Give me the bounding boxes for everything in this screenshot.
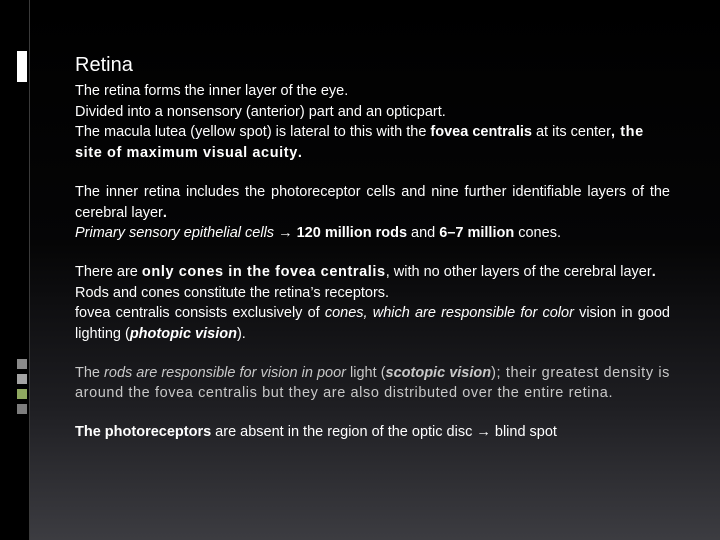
text-block: There are only cones in the fovea centralis, with no other layers of the cerebral layer. — [75, 263, 656, 280]
paragraph-rods: The rods are responsible for vision in poor light (scotopic vision); their greatest density is around the fovea centralis but they are also distributed over the entire retina. — [75, 364, 670, 402]
paragraph-blind-spot: The photoreceptors are absent in the region of the optic disc → blind spot — [75, 424, 557, 441]
bold-term: 6–7 million — [439, 225, 515, 242]
italic-phrase: rods are responsible for vision in poor — [104, 364, 346, 381]
title-accent-bar — [17, 51, 27, 82]
text-line: The retina forms the inner layer of the eye. — [75, 83, 349, 99]
paragraph-inner-retina — [75, 182, 670, 244]
bold-term: fovea centralis — [430, 124, 532, 141]
text-line: Rods and cones constitute the retina’s receptors. — [75, 284, 390, 301]
italic-phrase: Primary sensory epithelial cells → — [75, 225, 297, 242]
paragraph-retina-overview — [75, 81, 670, 164]
paragraph-cones — [75, 262, 670, 345]
text-line: The macula lutea (yellow spot) is lateral to this with the fovea centralis at its center, the site of maximum visual acuity. — [75, 124, 644, 162]
side-divider-line — [29, 0, 30, 540]
slide-content — [75, 52, 670, 461]
text-block: fovea centralis consists exclusively of cones, which are responsible for color vision in good lighting (photopic vision). — [75, 305, 670, 343]
bold-phrase: only cones in the fovea centralis — [141, 263, 386, 280]
bold-italic-term: photopic vision — [129, 326, 237, 343]
text-line: Divided into a nonsensory (anterior) part and an opticpart. — [75, 103, 446, 120]
bold-italic-term: scotopic vision — [385, 364, 492, 381]
bold-phrase: , the site of maximum visual acuity — [75, 124, 644, 162]
slide-title: Retina — [75, 54, 133, 76]
bold-term: 120 million rods — [296, 225, 408, 242]
accent-square — [17, 359, 27, 369]
text-block: The inner retina includes the photoreceptor cells and nine further identifiable layers of the cerebral layer. — [75, 183, 670, 221]
accent-square — [17, 389, 27, 399]
italic-phrase: cones, which are responsible for color — [324, 305, 574, 322]
text-line: Primary sensory epithelial cells → 120 million rods and 6–7 million cones. — [75, 225, 561, 242]
bold-term: The photoreceptors — [75, 424, 212, 441]
accent-square — [17, 374, 27, 384]
accent-square — [17, 404, 27, 414]
